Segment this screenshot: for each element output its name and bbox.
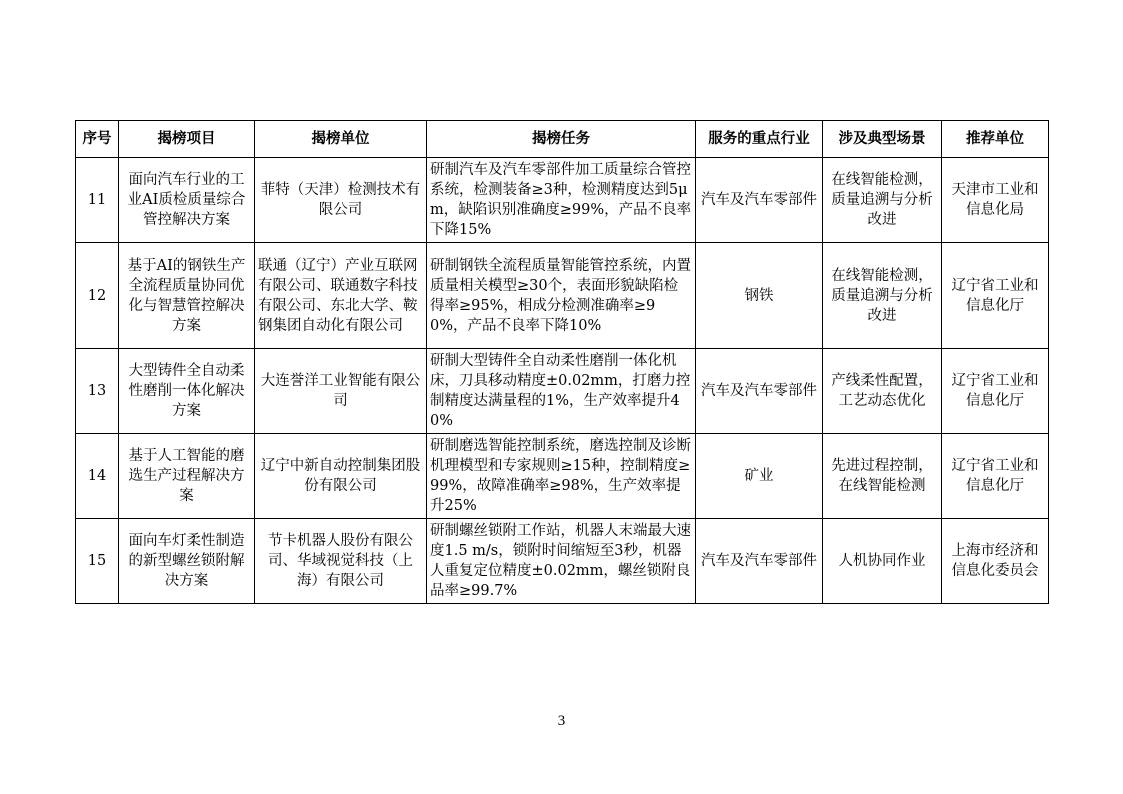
row-scenario: 在线智能检测，质量追溯与分析改进 — [823, 158, 942, 243]
table-row — [76, 158, 1049, 243]
row-task: 研制磨选智能控制系统，磨选控制及诊断机理模型和专家规则≥15种，控制精度≥99%，故障准确率≥98%，生产效率提升25% — [427, 434, 696, 519]
row-task: 研制大型铸件全自动柔性磨削一体化机床，刀具移动精度±0.02mm，打磨力控制精度达满量程的1%，生产效率提升40% — [427, 349, 696, 434]
row-scenario: 产线柔性配置，工艺动态优化 — [823, 349, 942, 434]
row-recommender: 天津市工业和信息化局 — [942, 158, 1049, 243]
header-scenario: 涉及典型场景 — [823, 121, 942, 158]
header-industry: 服务的重点行业 — [696, 121, 823, 158]
row-no: 13 — [76, 349, 119, 434]
row-industry: 汽车及汽车零部件 — [696, 519, 823, 604]
table-row — [76, 243, 1049, 349]
row-recommender: 辽宁省工业和信息化厅 — [942, 434, 1049, 519]
row-unit: 联通（辽宁）产业互联网有限公司、联通数字科技有限公司、东北大学、鞍钢集团自动化有限公司 — [255, 243, 427, 349]
header-recommender: 推荐单位 — [942, 121, 1049, 158]
project-table — [75, 120, 1049, 604]
header-project: 揭榜项目 — [119, 121, 255, 158]
table-row — [76, 434, 1049, 519]
row-recommender: 辽宁省工业和信息化厅 — [942, 349, 1049, 434]
row-no: 11 — [76, 158, 119, 243]
row-project: 基于人工智能的磨选生产过程解决方案 — [119, 434, 255, 519]
row-scenario: 人机协同作业 — [823, 519, 942, 604]
row-unit: 节卡机器人股份有限公司、华域视觉科技（上海）有限公司 — [255, 519, 427, 604]
row-task: 研制汽车及汽车零部件加工质量综合管控系统，检测装备≥3种，检测精度达到5μm，缺陷识别准确度≥99%，产品不良率下降15% — [427, 158, 696, 243]
row-scenario: 先进过程控制，在线智能检测 — [823, 434, 942, 519]
row-unit: 菲特（天津）检测技术有限公司 — [255, 158, 427, 243]
header-task: 揭榜任务 — [427, 121, 696, 158]
row-industry: 钢铁 — [696, 243, 823, 349]
row-project: 基于AI的钢铁生产全流程质量协同优化与智慧管控解决方案 — [119, 243, 255, 349]
row-project: 面向汽车行业的工业AI质检质量综合管控解决方案 — [119, 158, 255, 243]
row-unit: 大连誉洋工业智能有限公司 — [255, 349, 427, 434]
table-row — [76, 519, 1049, 604]
row-no: 12 — [76, 243, 119, 349]
row-task: 研制钢铁全流程质量智能管控系统，内置质量相关模型≥30个，表面形貌缺陷检得率≥95%，相成分检测准确率≥90%，产品不良率下降10% — [427, 243, 696, 349]
row-recommender: 上海市经济和信息化委员会 — [942, 519, 1049, 604]
row-scenario: 在线智能检测，质量追溯与分析改进 — [823, 243, 942, 349]
row-project: 面向车灯柔性制造的新型螺丝锁附解决方案 — [119, 519, 255, 604]
header-unit: 揭榜单位 — [255, 121, 427, 158]
table-header-row — [76, 121, 1049, 158]
row-recommender: 辽宁省工业和信息化厅 — [942, 243, 1049, 349]
row-task: 研制螺丝锁附工作站，机器人末端最大速度1.5 m/s，锁附时间缩短至3秒，机器人重复定位精度±0.02mm，螺丝锁附良品率≥99.7% — [427, 519, 696, 604]
row-no: 14 — [76, 434, 119, 519]
row-unit: 辽宁中新自动控制集团股份有限公司 — [255, 434, 427, 519]
page-number: 3 — [557, 713, 566, 729]
header-no: 序号 — [76, 121, 119, 158]
row-no: 15 — [76, 519, 119, 604]
row-industry: 汽车及汽车零部件 — [696, 158, 823, 243]
row-project: 大型铸件全自动柔性磨削一体化解决方案 — [119, 349, 255, 434]
row-industry: 矿业 — [696, 434, 823, 519]
row-industry: 汽车及汽车零部件 — [696, 349, 823, 434]
table-row — [76, 349, 1049, 434]
